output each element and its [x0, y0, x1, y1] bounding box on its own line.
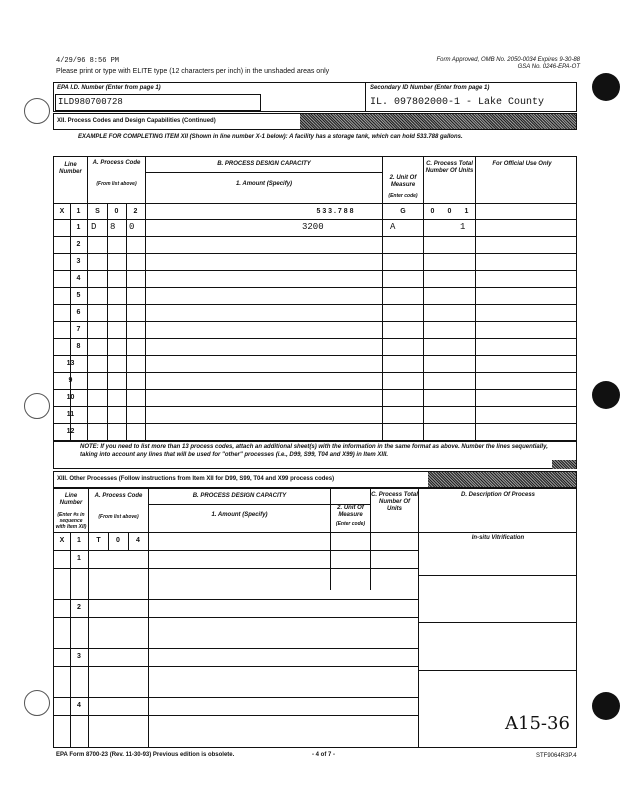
binder-hole-middle — [592, 381, 620, 409]
row-line-12: 12 — [66, 428, 75, 435]
row-line-11: 11 — [66, 411, 75, 418]
row-line-4: 4 — [76, 275, 81, 282]
row1-code-2: 8 — [110, 222, 116, 232]
example-code-2: 0 — [114, 208, 119, 215]
process-code-table — [53, 156, 577, 441]
xiii-col-process-sub: (From list above) — [98, 514, 139, 520]
row-line-2: 2 — [76, 241, 81, 248]
note-text: NOTE: If you need to list more than 13 process codes, attach an additional sheet(s) with the information in the same format as above. Number the lines sequentially, taking into account any lines that will be used for "other" processes (i.e., D99, S99, T04 and X99) in Item XIII. — [80, 444, 548, 458]
col-official-use: For Official Use Only — [492, 161, 552, 167]
col-process-code-sub: (From list above) — [96, 181, 137, 187]
handwritten-note: A15-36 — [505, 713, 570, 734]
example-unit: G — [400, 208, 406, 215]
row1-amount: 3200 — [302, 222, 324, 232]
fax-timestamp: 4/29/96 8:56 PM — [56, 57, 120, 65]
xiii-row-4: 4 — [77, 702, 81, 709]
example-line-a: X — [59, 208, 65, 215]
row-line-10: 10 — [66, 394, 75, 401]
row-line-6: 6 — [76, 309, 81, 316]
xiii-col-line: Line Number — [59, 493, 83, 506]
row1-unit: A — [390, 222, 396, 232]
epa-id-value: ILD980700728 — [58, 97, 123, 107]
example-code-1: S — [95, 208, 100, 215]
example-code-3: 2 — [133, 208, 138, 215]
footer-form: EPA Form 8700-23 (Rev. 11-30-93) Previous edition is obsolete. — [56, 752, 235, 758]
gsa-number: GSA No. 0246-EPA-OT — [517, 64, 580, 70]
col-unit-measure: 2. Unit Of Measure — [389, 175, 417, 188]
section13-shaded — [428, 472, 576, 487]
row-line-3: 3 — [76, 258, 81, 265]
col-amount: 1. Amount (Specify) — [235, 181, 293, 187]
example-line-b: 1 — [76, 208, 81, 215]
binder-hole-top — [592, 73, 620, 101]
xiii-col-line-sub: (Enter #s in sequence with Item XII) — [55, 512, 87, 530]
form-approval: Form Approved, OMB No. 2050-0034 Expires 9-30-88 — [436, 57, 580, 63]
xiii-row-3: 3 — [77, 653, 81, 660]
xiii-row-2: 2 — [77, 604, 81, 611]
xiii-col-amount: 1. Amount (Specify) — [211, 512, 268, 518]
xiii-col-total-units: C. Process Total Number Of Units — [371, 492, 418, 512]
xiii-col-unit: 2. Unit Of Measure — [337, 505, 364, 518]
col-unit-measure-sub: (Enter code) — [388, 193, 418, 199]
row-line-13: 13 — [66, 360, 75, 367]
xiii-example-a: X — [59, 537, 65, 544]
secondary-id-label: Secondary ID Number (Enter from page 1) — [370, 85, 490, 91]
xiii-row-1: 1 — [77, 555, 81, 562]
punch-ring-bottom — [24, 690, 50, 716]
xiii-example-description: In-situ Vitrification — [471, 535, 525, 541]
row1-code-3: 0 — [129, 222, 135, 232]
row-line-1: 1 — [76, 224, 81, 231]
example-units-2: 0 — [447, 208, 452, 215]
col-process-code: A. Process Code — [92, 160, 141, 166]
shaded-area — [300, 114, 576, 129]
xiii-col-capacity: B. PROCESS DESIGN CAPACITY — [192, 493, 287, 499]
row1-code-1: D — [91, 222, 97, 232]
xiii-col-unit-sub: (Enter code) — [335, 521, 366, 527]
row-line-7: 7 — [76, 326, 81, 333]
row-line-9: 9 — [68, 377, 73, 384]
print-instruction: Please print or type with ELITE type (12 characters per inch) in the unshaded areas only — [56, 68, 330, 75]
xiii-example-code-2: 0 — [116, 537, 120, 544]
footer-code: STF9064R3P.4 — [536, 753, 577, 759]
other-processes-table — [53, 488, 577, 748]
punch-ring-top — [24, 98, 50, 124]
section12-title: XII. Process Codes and Design Capabilities (Continued) — [57, 118, 216, 124]
section13-title: XIII. Other Processes (Follow instructions from Item XII for D99, S99, T04 and X99 process codes) — [57, 476, 335, 482]
xiii-example-code-1: T — [96, 537, 101, 544]
note-shade — [552, 460, 576, 469]
xiii-example-b: 1 — [77, 537, 81, 544]
col-line-number: Line Number — [59, 162, 82, 175]
epa-id-label: EPA I.D. Number (Enter from page 1) — [57, 85, 161, 91]
col-total-units: C. Process Total Number Of Units — [425, 161, 474, 174]
xiii-col-process: A. Process Code — [94, 493, 143, 499]
row-line-5: 5 — [76, 292, 81, 299]
example-instruction: EXAMPLE FOR COMPLETING ITEM XII (Shown in line number X-1 below): A facility has a storage tank, which can hold 533.788 gallons. — [78, 134, 463, 140]
row-line-8: 8 — [76, 343, 81, 350]
secondary-id-value: IL. 097802000-1 - Lake County — [370, 97, 545, 108]
binder-hole-bottom — [592, 692, 620, 720]
xiii-example-code-3: 4 — [136, 537, 140, 544]
example-units-3: 1 — [464, 208, 469, 215]
example-units-1: 0 — [430, 208, 435, 215]
punch-ring-middle — [24, 393, 50, 419]
example-amount: 5 3 3 . 7 8 8 — [316, 208, 354, 215]
row1-units: 1 — [460, 222, 466, 232]
footer-page: - 4 of 7 - — [312, 752, 336, 758]
col-design-capacity: B. PROCESS DESIGN CAPACITY — [217, 161, 311, 167]
xiii-col-description: D. Description Of Process — [460, 492, 536, 498]
